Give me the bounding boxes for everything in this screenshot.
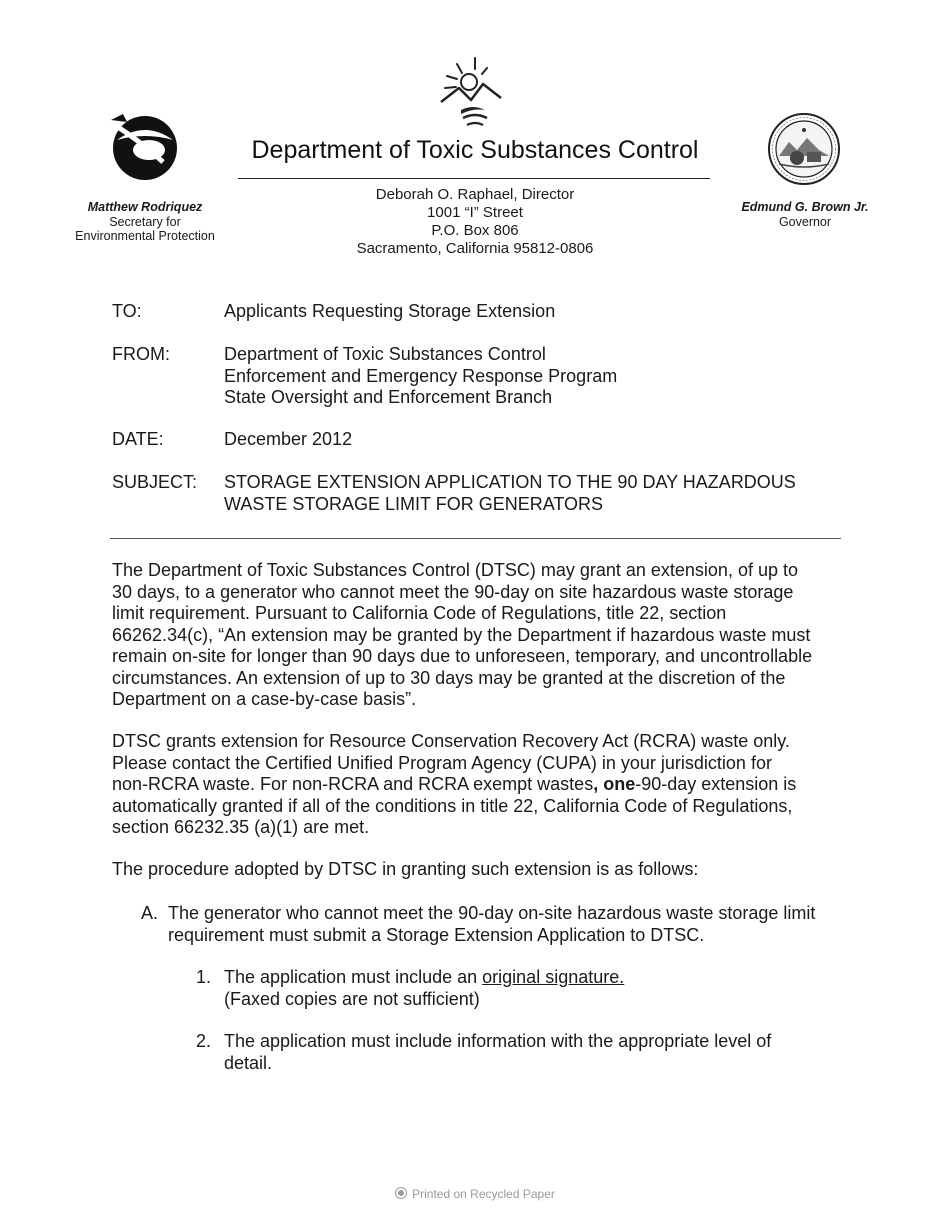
list-line: detail.: [224, 1052, 273, 1073]
footer: [0, 1186, 950, 1201]
list-line: The generator who cannot meet the 90-day on-site hazardous waste storage limit: [168, 903, 816, 923]
secretary-title-line2: Environmental Protection: [75, 229, 215, 243]
from-value: [224, 344, 617, 409]
text-run: -90-day extension is: [635, 774, 797, 794]
procedure-intro: The procedure adopted by DTSC in granting such extension is as follows:: [112, 859, 699, 879]
paragraph-line: DTSC grants extension for Resource Conservation Recovery Act (RCRA) waste only.: [112, 731, 790, 751]
rcra-paragraph: [112, 731, 852, 839]
text-run: The application must include an: [224, 967, 483, 987]
street-address: 1001 “I” Street: [427, 204, 523, 221]
original-signature-emphasis: original signature.: [482, 967, 625, 987]
from-line: State Oversight and Enforcement Branch: [224, 387, 553, 407]
date-label: DATE:: [112, 429, 164, 449]
po-box: P.O. Box 806: [431, 222, 519, 239]
subject-line: STORAGE EXTENSION APPLICATION TO THE 90 DAY HAZARDOUS: [224, 472, 796, 492]
paragraph-line: automatically granted if all of the conditions in title 22, California Code of Regulations,: [112, 795, 793, 816]
item-1-text: [224, 967, 844, 1010]
dtsc-sun-logo: [425, 54, 523, 136]
list-line: (Faxed copies are not sufficient): [224, 988, 480, 1009]
agency-title: Department of Toxic Substances Control: [251, 136, 699, 164]
from-label: FROM:: [112, 344, 170, 364]
paragraph-line: Department on a case-by-case basis”.: [112, 689, 417, 709]
from-line: Enforcement and Emergency Response Program: [224, 365, 618, 386]
item-1-marker: 1.: [196, 967, 212, 987]
to-label: TO:: [112, 301, 142, 321]
paragraph-line: 66262.34(c), “An extension may be granted by the Department if hazardous waste must: [112, 624, 811, 645]
date-value: December 2012: [224, 429, 353, 449]
paragraph-line: [112, 774, 852, 796]
paragraph-line: remain on-site for longer than 90 days due to unforeseen, temporary, and uncontrollable: [112, 646, 813, 666]
governor-block: [720, 200, 890, 229]
governor-title: Governor: [778, 214, 832, 229]
paragraph-line: section 66232.35 (a)(1) are met.: [112, 817, 370, 837]
item-a-marker: A.: [141, 903, 159, 923]
to-value: Applicants Requesting Storage Extension: [224, 301, 556, 321]
secretary-title-line1: Secretary for: [109, 214, 181, 229]
text-run: non-RCRA waste. For non-RCRA and RCRA exempt wastes: [112, 774, 594, 794]
subject-line: WASTE STORAGE LIMIT FOR GENERATORS: [224, 493, 604, 514]
subject-value: [224, 472, 796, 515]
paragraph-line: 30 days, to a generator who cannot meet the 90-day on site hazardous waste storage: [112, 581, 794, 602]
paragraph-line: limit requirement. Pursuant to California Code of Regulations, title 22, section: [112, 603, 727, 623]
governor-name: Edmund G. Brown Jr.: [741, 200, 869, 214]
memo-divider: [110, 538, 841, 539]
director-name: Deborah O. Raphael, Director: [375, 186, 575, 203]
secretary-name: Matthew Rodriquez: [87, 200, 203, 214]
item-2-text: [224, 1031, 844, 1074]
subject-label: SUBJECT:: [112, 472, 198, 492]
intro-paragraph: [112, 560, 852, 711]
item-2-marker: 2.: [196, 1031, 212, 1051]
item-a-text: [168, 903, 858, 946]
footer-text: Printed on Recycled Paper: [412, 1187, 555, 1201]
recycle-icon: [395, 1187, 407, 1199]
paragraph-line: circumstances. An extension of up to 30 days may be granted at the discretion of the: [112, 667, 786, 688]
secretary-block: [60, 200, 230, 244]
agency-address-block: [300, 186, 650, 258]
list-line: requirement must submit a Storage Extension Application to DTSC.: [168, 924, 705, 945]
title-rule: [238, 178, 710, 179]
list-line: [224, 967, 844, 989]
emphasis-one: , one: [593, 774, 636, 794]
from-line: Department of Toxic Substances Control: [224, 344, 546, 364]
paragraph-line: Please contact the Certified Unified Program Agency (CUPA) in your jurisdiction for: [112, 752, 772, 773]
paragraph-line: The Department of Toxic Substances Control (DTSC) may grant an extension, of up to: [112, 560, 798, 580]
list-line: The application must include information with the appropriate level of: [224, 1031, 772, 1051]
city-state-zip: Sacramento, California 95812-0806: [356, 240, 594, 257]
